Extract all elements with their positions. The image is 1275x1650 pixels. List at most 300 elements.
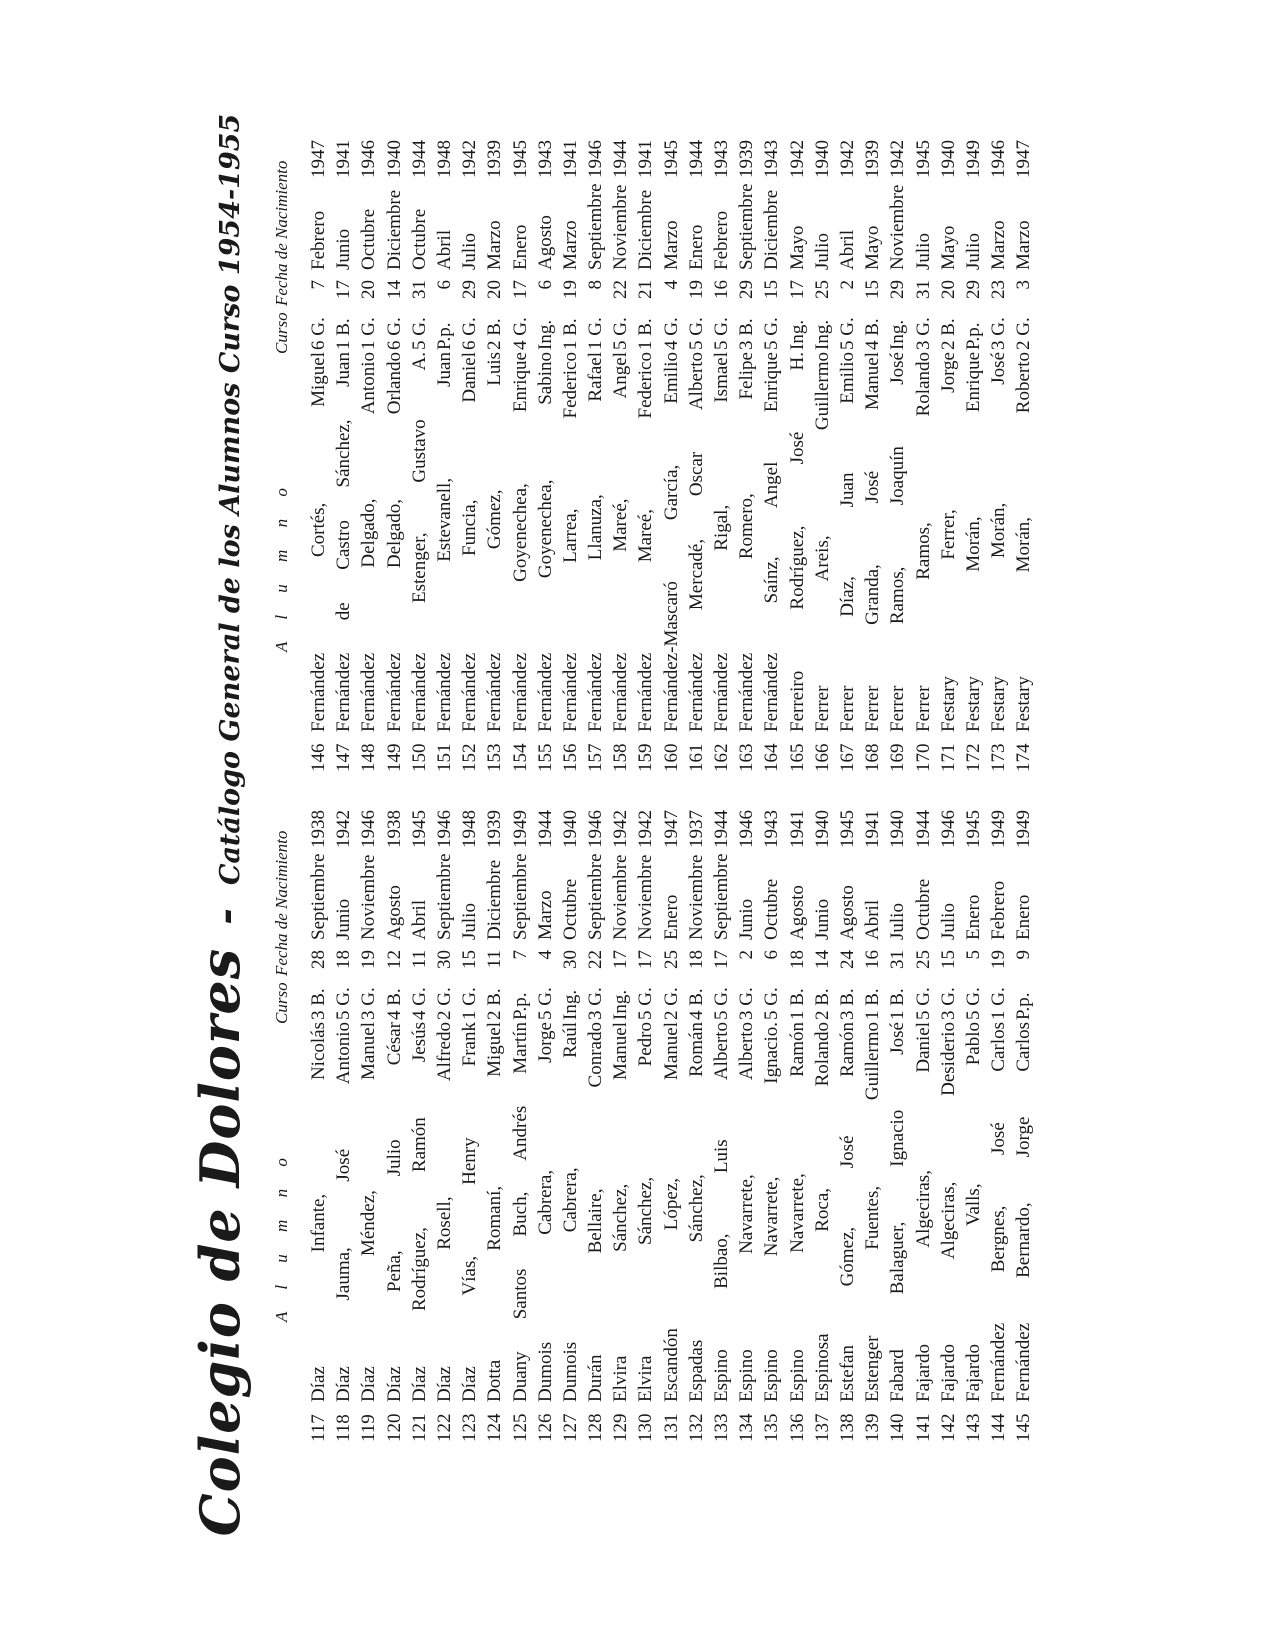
student-name: Festary Morán, José [988,352,1010,732]
student-course: 1 G. [585,317,607,350]
birth-year: 1949 [988,810,1010,848]
birth-month: Septiembre [711,853,732,940]
birth-day: 7 [308,280,329,290]
birth-day: 15 [459,950,481,969]
student-row [459,802,484,1442]
student-row [610,802,635,1442]
student-row [358,802,383,1442]
student-row [887,802,912,1442]
student-course: 3 B. [736,318,758,350]
student-number: 151 [433,743,455,772]
student-name: Escandón López, Manuel [660,1022,682,1402]
birth-year: 1944 [912,810,934,848]
birth-year: 1940 [887,810,909,848]
student-course: 5 G. [836,317,858,350]
student-number: 161 [685,743,707,772]
student-name: Fernández de Castro Sánchez, Juan [333,352,355,732]
birth-month: Abril [433,229,455,270]
birth-month: Octubre [408,208,430,270]
birth-day: 28 [308,950,329,969]
birth-day: 30 [433,950,455,969]
student-number: 122 [433,1413,455,1442]
birth-month: Julio [459,903,481,940]
student-row [358,132,383,772]
student-course: 1 B. [559,318,581,350]
student-number: 136 [786,1413,808,1442]
student-name: Ferrer Granda, José Manuel [862,352,884,732]
student-name: Ferrer Areis, Guillermo [811,352,833,732]
student-number: 129 [610,1413,632,1442]
birth-year: 1941 [635,140,657,178]
birth-month: Julio [937,903,959,940]
birth-year: 1944 [711,810,732,848]
student-number: 152 [459,743,481,772]
student-number: 124 [484,1413,506,1442]
birth-year: 1940 [559,810,581,848]
birth-day: 12 [383,950,405,969]
student-name: Fernández Cortés, Miguel [308,352,329,732]
college-name: Colegio de Dolores [188,947,252,1537]
birth-month: Enero [509,224,531,270]
student-number: 146 [308,743,329,772]
birth-day: 14 [811,950,833,969]
birth-day: 31 [408,280,430,299]
birth-day: 19 [988,950,1010,969]
student-number: 166 [811,743,833,772]
student-number: 173 [988,743,1010,772]
student-row [686,132,711,772]
student-row [812,802,837,1442]
student-name: Fernández Bernardo, Jorge Carlos [1013,1022,1035,1402]
birth-day: 29 [887,280,909,299]
student-number: 141 [912,1413,934,1442]
birth-month: Febrero [988,880,1010,940]
birth-day: 8 [585,280,607,290]
student-number: 149 [383,743,405,772]
student-name: Dotta Romaní, Miguel [484,1022,506,1402]
birth-year: 1941 [862,810,884,848]
birth-day: 15 [862,280,884,299]
birth-day: 19 [685,280,707,299]
student-name: Espino Navarrete, Ignacio. [761,1022,783,1402]
student-name: Díaz Méndez, Manuel [358,1022,380,1402]
page-title [188,0,252,1650]
student-row [938,802,963,1442]
student-course: P.p. [433,322,455,350]
student-number: 133 [711,1413,732,1442]
student-row [409,802,434,1442]
birth-year: 1944 [685,140,707,178]
student-number: 118 [333,1414,355,1442]
student-row [308,132,333,772]
student-name: Fernández Rigal, Ismael [711,352,732,732]
student-name: Estenger Fuentes, Guillermo [862,1022,884,1402]
birth-year: 1943 [534,140,556,178]
student-name: Fernández Gómez, Luis [484,352,506,732]
student-number: 159 [635,743,657,772]
student-number: 134 [736,1413,758,1442]
birth-year: 1946 [358,140,380,178]
birth-year: 1941 [559,140,581,178]
student-name: Festary Morán, Roberto [1013,352,1035,732]
birth-month: Julio [887,903,909,940]
student-row [384,802,409,1442]
student-name: Fabard Balaguer, Ignacio José [887,1022,909,1402]
student-row [787,802,812,1442]
student-course: 5 G. [534,987,556,1020]
birth-day: 31 [887,950,909,969]
student-name: Ferrer Ramos, Joaquín José [887,352,909,732]
birth-year: 1946 [433,810,455,848]
student-course: 2 G. [1013,317,1035,350]
student-row [510,802,535,1442]
column-header [272,132,308,772]
student-name: Fernández Delgado, Orlando [383,352,405,732]
student-row [1013,802,1038,1442]
student-number: 155 [534,743,556,772]
student-name: Fernández Saínz, Angel Enrique [761,352,783,732]
birth-month: Agosto [534,215,556,270]
header-alumno: A l u m n o [272,479,291,652]
student-name: Díaz Rodríguez, Ramón Jesús [408,1022,430,1402]
birth-month: Junio [811,898,833,940]
birth-day: 16 [711,280,732,299]
student-number: 170 [912,743,934,772]
student-name: Fajardo Valls, Pablo [962,1022,984,1402]
student-name: Espino Navarrete, Ramón [786,1022,808,1402]
header-curso: Curso [272,982,291,1024]
birth-year: 1941 [786,810,808,848]
student-name: Díaz Peña, Julio César [383,1022,405,1402]
student-number: 143 [962,1413,984,1442]
birth-year: 1946 [585,140,607,178]
student-course: 5 G. [685,317,707,350]
student-row [963,132,988,772]
birth-month: Diciembre [383,189,405,270]
student-row [484,132,509,772]
student-number: 142 [937,1413,959,1442]
student-row [585,802,610,1442]
student-name: Ferrer Ramos, Rolando [912,352,934,732]
student-name: Festary Morán, Enrique [962,352,984,732]
student-number: 156 [559,743,581,772]
student-course: 3 G. [585,987,607,1020]
student-row [459,132,484,772]
student-number: 126 [534,1413,556,1442]
birth-day: 16 [862,950,884,969]
birth-year: 1946 [585,810,607,848]
student-row [862,802,887,1442]
student-number: 144 [988,1413,1010,1442]
student-course: 5 G. [408,317,430,350]
birth-day: 22 [585,950,607,969]
student-number: 132 [685,1413,707,1442]
birth-month: Septiembre [509,853,531,940]
birth-day: 2 [836,280,858,290]
student-course: 5 G. [711,317,732,350]
birth-month: Febrero [711,210,732,270]
student-course: 1 B. [786,988,808,1020]
birth-year: 1940 [811,140,833,178]
birth-month: Octubre [912,878,934,940]
student-row [761,802,786,1442]
student-row [661,802,686,1442]
birth-day: 4 [534,950,556,960]
student-row [1013,132,1038,772]
birth-day: 23 [988,280,1010,299]
student-course: 5 G. [333,987,355,1020]
student-row [887,132,912,772]
birth-day: 17 [509,280,531,299]
birth-month: Octubre [559,878,581,940]
birth-month: Enero [660,894,682,940]
student-number: 127 [559,1413,581,1442]
header-fecha: Fecha de Nacimiento [272,160,291,306]
student-name: Festary Ferrer, Jorge [937,352,959,732]
birth-month: Diciembre [761,189,783,270]
student-course: Ing. [534,319,556,350]
student-row [535,802,560,1442]
student-course: 1 B. [862,988,884,1020]
student-number: 120 [383,1413,405,1442]
student-course: 5 G. [635,987,657,1020]
student-course: P.p. [962,322,984,350]
student-name: Ferreiro Rodríguez, José H. [786,352,808,732]
student-number: 163 [736,743,758,772]
birth-day: 19 [559,280,581,299]
birth-month: Julio [811,233,833,270]
student-course: 5 G. [610,317,632,350]
student-number: 158 [610,743,632,772]
birth-year: 1940 [811,810,833,848]
student-course: 2 B. [484,988,506,1020]
student-number: 164 [761,743,783,772]
birth-month: Septiembre [585,853,607,940]
birth-year: 1944 [534,810,556,848]
birth-year: 1949 [1013,810,1035,848]
student-course: Ing. [559,989,581,1020]
student-row [686,802,711,1442]
student-row [560,802,585,1442]
birth-day: 11 [484,950,506,969]
student-row [635,802,660,1442]
student-number: 139 [862,1413,884,1442]
student-number: 135 [761,1413,783,1442]
birth-year: 1944 [610,140,632,178]
header-alumno: A l u m n o [272,1149,291,1322]
birth-month: Diciembre [635,189,657,270]
student-number: 165 [786,743,808,772]
birth-month: Noviembre [610,184,632,270]
birth-month: Marzo [988,220,1010,270]
student-course: 4 B. [383,988,405,1020]
student-number: 130 [635,1413,657,1442]
student-number: 117 [308,1414,329,1442]
birth-month: Julio [912,233,934,270]
student-name: Díaz Vías, Henry Frank [459,1022,481,1402]
birth-month: Noviembre [610,854,632,940]
student-number: 172 [962,743,984,772]
birth-day: 30 [559,950,581,969]
student-course: 3 G. [988,317,1010,350]
birth-day: 17 [711,950,732,969]
student-course: 5 G. [761,317,783,350]
student-number: 169 [887,743,909,772]
birth-day: 6 [433,280,455,290]
student-name: Fernández Bergnes, José Carlos [988,1022,1010,1402]
birth-year: 1945 [836,810,858,848]
student-name: Durán Bellaire, Conrado [585,1022,607,1402]
student-course: 2 G. [433,987,455,1020]
birth-month: Noviembre [685,854,707,940]
birth-month: Noviembre [887,184,909,270]
birth-day: 15 [761,280,783,299]
student-course: Ing. [786,319,808,350]
birth-year: 1938 [308,810,329,848]
birth-month: Julio [962,233,984,270]
student-number: 174 [1013,743,1035,772]
student-list-left [308,802,1038,1442]
birth-year: 1947 [308,140,329,178]
student-row [736,802,761,1442]
birth-day: 3 [1013,280,1035,290]
birth-year: 1947 [660,810,682,848]
student-number: 121 [408,1413,430,1442]
birth-month: Abril [836,229,858,270]
birth-year: 1942 [786,140,808,178]
birth-month: Febrero [308,210,329,270]
birth-year: 1945 [509,140,531,178]
student-name: Díaz Infante, Nicolás [308,1022,329,1402]
birth-day: 2 [736,950,758,960]
birth-year: 1942 [610,810,632,848]
student-name: Duany Santos Buch, Andrés Martín [509,1022,531,1402]
student-row [761,132,786,772]
student-list-right [308,132,1038,772]
header-fecha: Fecha de Nacimiento [272,830,291,976]
student-course: Ing. [610,989,632,1020]
student-course: 4 G. [509,317,531,350]
birth-day: 6 [534,280,556,290]
birth-day: 29 [962,280,984,299]
student-course: 5 G. [711,987,732,1020]
birth-month: Enero [1013,894,1035,940]
birth-year: 1939 [484,140,506,178]
birth-month: Septiembre [585,183,607,270]
catalog-subtitle: Catálogo General de los Alumnos Curso 1954-1955 [215,113,246,886]
birth-year: 1949 [962,140,984,178]
title-separator: - [202,908,249,925]
birth-month: Agosto [836,885,858,940]
birth-month: Marzo [660,220,682,270]
student-name: Fajardo Algeciras, Desiderio [937,1022,959,1402]
student-number: 154 [509,743,531,772]
right-column [272,132,1038,772]
student-name: Espadas Sánchez, Román [685,1022,707,1402]
student-course: Ing. [811,319,833,350]
student-number: 145 [1013,1413,1035,1442]
student-row [434,802,459,1442]
student-course: 4 B. [862,318,884,350]
student-course: 2 G. [660,987,682,1020]
student-course: 3 G. [937,987,959,1020]
birth-month: Septiembre [736,183,758,270]
left-column [272,802,1038,1442]
student-row [585,132,610,772]
column-header [272,802,308,1442]
birth-month: Noviembre [358,854,380,940]
birth-year: 1949 [509,810,531,848]
birth-month: Agosto [786,885,808,940]
student-row [812,132,837,772]
student-name: Ferrer Díaz, Juan Emilio [836,352,858,732]
student-number: 157 [585,743,607,772]
student-name: Díaz Rosell, Alfredo [433,1022,455,1402]
birth-month: Octubre [761,878,783,940]
birth-year: 1938 [383,810,405,848]
birth-year: 1937 [685,810,707,848]
student-course: 3 B. [836,988,858,1020]
birth-year: 1942 [887,140,909,178]
birth-month: Noviembre [635,854,657,940]
student-number: 131 [660,1413,682,1442]
student-course: 3 G. [358,987,380,1020]
student-row [736,132,761,772]
birth-day: 21 [635,280,657,299]
student-course: 2 B. [811,988,833,1020]
birth-month: Agosto [383,885,405,940]
student-number: 171 [937,743,959,772]
student-number: 148 [358,743,380,772]
birth-day: 18 [786,950,808,969]
student-name: Fernández Mareé, Federico [635,352,657,732]
birth-year: 1948 [459,810,481,848]
birth-day: 17 [333,280,355,299]
birth-day: 17 [786,280,808,299]
student-row [535,132,560,772]
student-name: Dumois Cabrera, Jorge [534,1022,556,1402]
student-name: Dumois Cabrera, Raúl [559,1022,581,1402]
student-course: 6 G. [459,317,481,350]
student-number: 150 [408,743,430,772]
birth-month: Marzo [484,220,506,270]
student-number: 138 [836,1413,858,1442]
birth-day: 20 [358,280,380,299]
student-course: 1 B. [333,318,355,350]
student-name: Fernández Delgado, Antonio [358,352,380,732]
birth-year: 1941 [333,140,355,178]
student-row [434,132,459,772]
student-name: Fernández Estenger, Gustavo A. [408,352,430,732]
student-name: Espino Navarrete, Alberto [736,1022,758,1402]
birth-day: 14 [383,280,405,299]
birth-day: 18 [685,950,707,969]
student-row [938,132,963,772]
birth-year: 1942 [836,140,858,178]
student-course: 3 G. [912,317,934,350]
birth-year: 1946 [358,810,380,848]
birth-year: 1946 [937,810,959,848]
birth-day: 9 [1013,950,1035,960]
birth-month: Abril [862,899,884,940]
student-course: P.p. [509,992,531,1020]
birth-year: 1940 [383,140,405,178]
student-row [913,802,938,1442]
birth-day: 20 [937,280,959,299]
birth-day: 19 [358,950,380,969]
birth-day: 25 [811,280,833,299]
student-name: Elvira Sánchez, Pedro [635,1022,657,1402]
